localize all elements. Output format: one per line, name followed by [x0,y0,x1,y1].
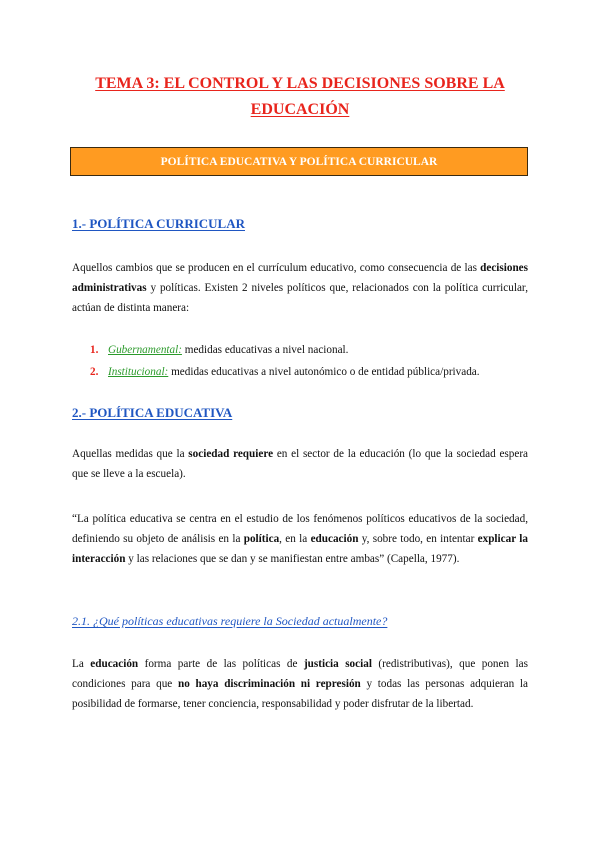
bold-text: no haya discriminación ni represión [177,678,361,690]
document-title-line1: TEMA 3: EL CONTROL Y LAS DECISIONES SOBRE LA [95,75,505,92]
text: y, sobre todo, en intentar [358,533,478,545]
heading-politica-educativa: 2.- POLÍTICA EDUCATIVA [72,405,233,420]
document-title-line2: EDUCACIÓN [250,101,350,118]
list-item [90,363,480,381]
text: “La política educativa se centra en el estudio de los fenómenos políticos educativos de la sociedad, definiendo su objeto de análisis en la [72,513,528,545]
text: y todas las personas adquieran la posibilidad de formarse, tener conciencia, responsabilidad y poder disfrutar de la libertad. [72,678,528,710]
text: en el sector de la educación (lo que la sociedad espera que se lleve a la escuela). [72,448,529,480]
paragraph-justicia-social [72,654,528,714]
subheading-politicas-sociedad: 2.1. ¿Qué políticas educativas requiere la Sociedad actualmente? [72,614,388,628]
paragraph-quote [72,509,528,569]
heading-politica-curricular: 1.- POLÍTICA CURRICULAR [72,216,245,231]
text: y políticas. Existen 2 niveles políticos que, relacionados con la política curricular, actúan de distinta manera: [72,282,528,314]
text: , en la [279,533,311,545]
paragraph-politica-curricular [72,258,528,318]
bold-text: decisiones administrativas [72,262,528,294]
bold-text: justicia social [303,658,372,670]
text: Aquellos cambios que se producen en el currículum educativo, como consecuencia de las [72,262,481,274]
list-item [90,341,348,359]
text: La [72,658,91,670]
list-number: 2. [90,366,99,378]
list-text: medidas educativas a nivel nacional. [181,344,349,356]
bold-text: política [243,533,280,545]
text: y las relaciones que se dan y se manifiestan entre ambas” (Capella, 1977). [125,553,460,565]
text: forma parte de las políticas de [138,658,304,670]
bold-text: educación [90,658,139,670]
list-text: medidas educativas a nivel autonómico o de entidad pública/privada. [168,366,480,378]
section-banner [70,147,528,176]
bold-text: explicar la interacción [72,533,528,565]
text: (redistributivas), que ponen las condiciones para que [72,658,528,690]
bold-text: sociedad requiere [188,448,274,460]
list-term: Institucional: [108,366,169,378]
section-banner-text: POLÍTICA EDUCATIVA Y POLÍTICA CURRICULAR [160,155,438,168]
bold-text: educación [310,533,359,545]
paragraph-politica-educativa [72,444,528,484]
list-number: 1. [90,344,99,356]
text: Aquellas medidas que la [72,448,189,460]
list-term: Gubernamental: [108,344,182,356]
